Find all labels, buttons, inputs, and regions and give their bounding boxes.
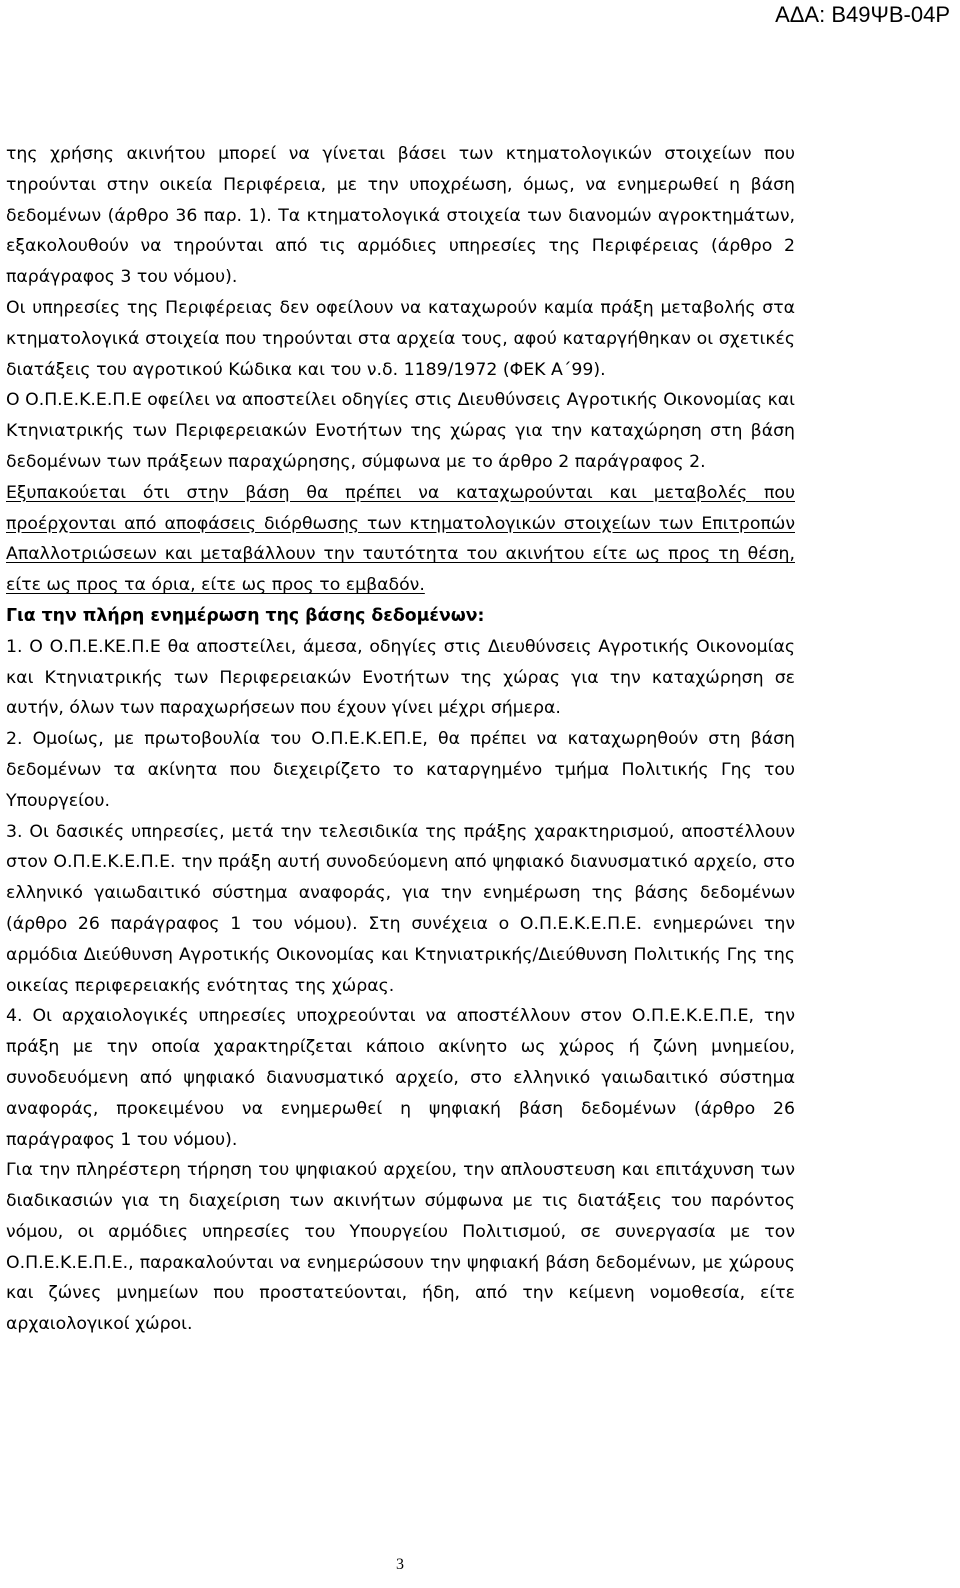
document-body (6, 139, 795, 1340)
list-item-2: 2. Ομοίως, με πρωτοβουλία του Ο.Π.Ε.Κ.ΕΠ.Ε, θα πρέπει να καταχωρηθούν στη βάση δεδομένων τα ακίνητα που διεχειρίζετο το καταργημένο τμήμα Πολιτικής Γης του Υπουργείου. (6, 729, 795, 811)
list-item-4: 4. Οι αρχαιολογικές υπηρεσίες υποχρεούνται να αποστέλλουν στον Ο.Π.Ε.Κ.Ε.Π.Ε, την πράξη με την οποία χαρακτηρίζεται κάποιο ακίνητο ως χώρος ή ζώνη μνημείου, συνοδευόμενη από ψηφιακό διανυσματικό αρχείο, στο ελληνικό γαιωδαιτικό σύστημα αναφοράς, προκειμένου να ενημερωθεί η ψηφιακή βάση δεδομένων (άρθρο 26 παράγραφος 1 του νόμου). (6, 1006, 795, 1150)
paragraph-3: Ο Ο.Π.Ε.Κ.Ε.Π.Ε οφείλει να αποστείλει οδηγίες στις Διευθύνσεις Αγροτικής Οικονομίας και Κτηνιατρικής των Περιφερειακών Ενοτήτων της χώρας για την καταχώρηση στη βάση δεδομένων των πράξεων παραχώρησης, σύμφωνα με το άρθρο 2 παράγραφος 2. (6, 390, 796, 472)
section-heading: Για την πλήρη ενημέρωση της βάσης δεδομένων: (6, 605, 485, 626)
page-number: 3 (396, 1556, 404, 1573)
list-item-1: 1. Ο Ο.Π.Ε.ΚΕ.Π.Ε θα αποστείλει, άμεσα, οδηγίες στις Διευθύνσεις Αγροτικής Οικονομίας και Κτηνιατρικής των Περιφερειακών Ενοτήτων της χώρας για την καταχώρηση σε αυτήν, όλων των παραχωρήσεων που έχουν γίνει μέχρι σήμερα. (6, 636, 795, 719)
ada-header: ΑΔΑ: Β49ΨΒ-04Ρ (775, 2, 950, 27)
paragraph-1: της χρήσης ακινήτου μπορεί να γίνεται βάσει των κτηματολογικών στοιχείων που τηρούνται στην οικεία Περιφέρεια, με την υποχρέωση, όμως, να ενημερωθεί η βάση δεδομένων (άρθρο 36 παρ. 1). Τα κτηματολογικά στοιχεία των διανομών αγροκτημάτων, εξακολουθούν να τηρούνται από τις αρμόδιες υπηρεσίες της Περιφέρειας (άρθρο 2 παράγραφος 3 του νόμου). (6, 144, 795, 288)
paragraph-closing: Για την πληρέστερη τήρηση του ψηφιακού αρχείου, την απλουστευση και επιτάχυνση των διαδικασιών για τη διαχείριση των ακινήτων σύμφωνα με τις διατάξεις του παρόντος νόμου, οι αρμόδιες υπηρεσίες του Υπουργείου Πολιτισμού, σε συνεργασία με τον Ο.Π.Ε.Κ.Ε.Π.Ε., παρακαλούνται να ενημερώσουν την ψηφιακή βάση δεδομένων, με χώρους και ζώνες μνημείων που προστατεύονται, ήδη, από την κείμενη νομοθεσία, είτε αρχαιολογικοί χώροι. (6, 1160, 795, 1335)
list-item-3: 3. Οι δασικές υπηρεσίες, μετά την τελεσιδικία της πράξης χαρακτηρισμού, αποστέλλουν στον Ο.Π.Ε.Κ.Ε.Π.Ε. την πράξη αυτή συνοδεύομενη από ψηφιακό διανυσματικό αρχείο, στο ελληνικό γαιωδαιτικό σύστημα αναφοράς, για την ενημέρωση της βάσης δεδομένων (άρθρο 26 παράγραφος 1 του νόμου). Στη συνέχεια ο Ο.Π.Ε.Κ.Ε.Π.Ε. ενημερώνει την αρμόδια Διεύθυνση Αγροτικής Οικονομίας και Κτηνιατρικής/Διεύθυνση Πολιτικής Γης της οικείας περιφερειακής ενότητας της χώρας. (6, 821, 795, 996)
paragraph-underlined-note: Εξυπακούεται ότι στην βάση θα πρέπει να καταχωρούνται και μεταβολές που προέρχονται από αποφάσεις διόρθωσης των κτηματολογικών στοιχείων των Επιτροπών Απαλλοτριώσεων και μεταβάλλουν την ταυτότητα του ακινήτου είτε ως προς τη θέση, είτε ως προς τα όρια, είτε ως προς το εμβαδόν. (6, 482, 795, 596)
paragraph-2: Οι υπηρεσίες της Περιφέρειας δεν οφείλουν να καταχωρούν καμία πράξη μεταβολής στα κτηματολογικά στοιχεία που τηρούνται στα αρχεία τους, αφού καταργήθηκαν οι σχετικές διατάξεις του αγροτικού Κώδικα και του ν.δ. 1189/1972 (ΦΕΚ Α΄99). (6, 297, 795, 380)
